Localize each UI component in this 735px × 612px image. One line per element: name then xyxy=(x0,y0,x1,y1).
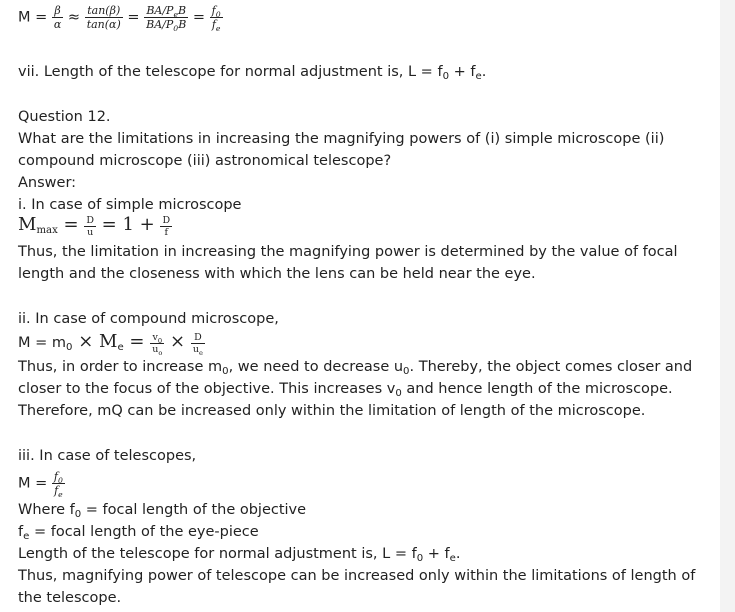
vii-line xyxy=(18,61,486,83)
denominator: α xyxy=(53,18,62,31)
subscript: e xyxy=(449,553,456,564)
question-line-1: What are the limitations in increasing the magnifying powers of (i) simple microscope (ii) xyxy=(18,131,665,147)
page-gutter xyxy=(720,0,735,612)
part-iii-fe-def xyxy=(18,521,259,543)
term: f xyxy=(211,18,216,31)
answer-label: Answer: xyxy=(18,175,77,191)
text: Thus, in order to increase m xyxy=(18,359,223,375)
term: M = m xyxy=(18,335,67,351)
question-heading: Question 12. xyxy=(18,109,111,125)
denominator: tan(α) xyxy=(86,18,121,31)
term: f xyxy=(54,484,59,497)
numerator: D xyxy=(86,214,94,226)
subscript: 0 xyxy=(74,509,82,520)
equals-sign: = xyxy=(123,331,151,352)
subscript: e xyxy=(117,342,124,353)
term: v xyxy=(152,331,158,343)
fraction-d-f xyxy=(160,215,172,238)
subscript: 0 xyxy=(173,24,179,33)
subscript: e xyxy=(215,24,221,33)
times-sign: × xyxy=(164,331,191,352)
part-i-line-1: Thus, the limitation in increasing the magnifying power is determined by the value of focal xyxy=(18,244,678,260)
term: M xyxy=(18,214,37,235)
fraction-f0-fe xyxy=(52,470,65,497)
text: and hence length of the microscope. xyxy=(401,381,673,397)
fraction-tan xyxy=(85,4,123,31)
subscript: o xyxy=(158,348,163,357)
part-ii-heading: ii. In case of compound microscope, xyxy=(18,311,279,327)
fraction-ba xyxy=(144,4,188,31)
expression: = 1 + xyxy=(95,214,161,235)
fraction-v0-u0 xyxy=(150,332,164,355)
subscript: 0 xyxy=(403,366,410,377)
subscript: 0 xyxy=(442,71,450,82)
part-i-heading: i. In case of simple microscope xyxy=(18,197,242,213)
text: Where f xyxy=(18,502,75,518)
part-iii-heading: iii. In case of telescopes, xyxy=(18,448,197,464)
text: + f xyxy=(423,546,450,562)
numerator: tan(β) xyxy=(85,4,123,18)
term: B xyxy=(178,4,187,17)
subscript: 0 xyxy=(395,388,402,399)
equals-sign: = xyxy=(122,9,145,26)
approx-sign: ≈ xyxy=(63,9,85,26)
term: f xyxy=(211,4,216,17)
denominator xyxy=(191,344,205,355)
text: vii. Length of the telescope for normal adjustment is, L = f xyxy=(18,64,443,80)
subscript: e xyxy=(173,10,179,19)
term: BA/P xyxy=(146,18,174,31)
equals-sign: = xyxy=(188,9,210,26)
numerator xyxy=(210,4,223,18)
text: + f xyxy=(449,64,476,80)
text: closer to the focus of the objective. This increases v xyxy=(18,381,396,397)
part-ii-formula xyxy=(18,331,205,355)
denominator: u xyxy=(87,226,94,238)
subscript: 0 xyxy=(66,342,73,353)
text: Length of the telescope for normal adjustment is, L = f xyxy=(18,546,417,562)
subscript: 0 xyxy=(416,553,424,564)
subscript: 0 xyxy=(222,366,229,377)
term: M = xyxy=(18,475,52,492)
term: BA/P xyxy=(146,4,174,17)
part-iii-where xyxy=(18,499,306,521)
text: = focal length of the objective xyxy=(81,502,307,518)
part-iii-last-2: the telescope. xyxy=(18,590,122,606)
part-ii-line-1 xyxy=(18,356,692,378)
subscript: 0 xyxy=(157,336,163,345)
term: f xyxy=(53,470,58,483)
text: . xyxy=(481,64,487,80)
term: × M xyxy=(72,331,118,352)
term: u xyxy=(152,343,159,355)
part-i-formula xyxy=(18,214,172,238)
text: f xyxy=(18,524,24,540)
part-iii-length xyxy=(18,543,460,565)
fraction-f0-fe xyxy=(210,4,223,31)
part-iii-last-1: Thus, magnifying power of telescope can be increased only within the limitations of length of xyxy=(18,568,696,584)
fraction-d-ue xyxy=(191,332,205,355)
subscript: e xyxy=(58,490,63,499)
part-i-line-2: length and the closeness with which the lens can be held near the eye. xyxy=(18,266,536,282)
subscript: 0 xyxy=(215,10,221,19)
text: . xyxy=(455,546,461,562)
numerator: D xyxy=(162,214,171,226)
numerator xyxy=(52,470,65,484)
subscript: e xyxy=(198,348,203,357)
subscript: 0 xyxy=(57,476,63,485)
numerator: β xyxy=(52,4,63,18)
denominator xyxy=(52,484,65,497)
numerator: D xyxy=(191,332,205,344)
term: B xyxy=(178,18,187,31)
text: , we need to decrease u xyxy=(228,359,404,375)
denominator xyxy=(150,344,164,355)
part-iii-formula xyxy=(18,470,65,497)
text: = focal length of the eye-piece xyxy=(29,524,259,540)
subscript: e xyxy=(475,71,482,82)
subscript: max xyxy=(36,225,58,236)
term: u xyxy=(192,343,199,355)
part-ii-line-2 xyxy=(18,378,673,400)
equals-sign: = xyxy=(57,214,85,235)
denominator xyxy=(144,18,188,31)
subscript: e xyxy=(23,531,30,542)
formula-lhs: M = xyxy=(18,9,52,26)
fraction-d-u xyxy=(84,215,96,238)
text: . Thereby, the object comes closer and xyxy=(409,359,693,375)
denominator xyxy=(210,18,223,31)
part-ii-line-3: Therefore, mQ can be increased only within the limitation of length of the microscope. xyxy=(18,403,646,419)
question-line-2: compound microscope (iii) astronomical telescope? xyxy=(18,153,392,169)
numerator xyxy=(150,332,164,344)
numerator xyxy=(144,4,188,18)
top-formula xyxy=(18,4,223,31)
fraction-beta-alpha xyxy=(52,4,63,31)
denominator: f xyxy=(164,226,169,238)
